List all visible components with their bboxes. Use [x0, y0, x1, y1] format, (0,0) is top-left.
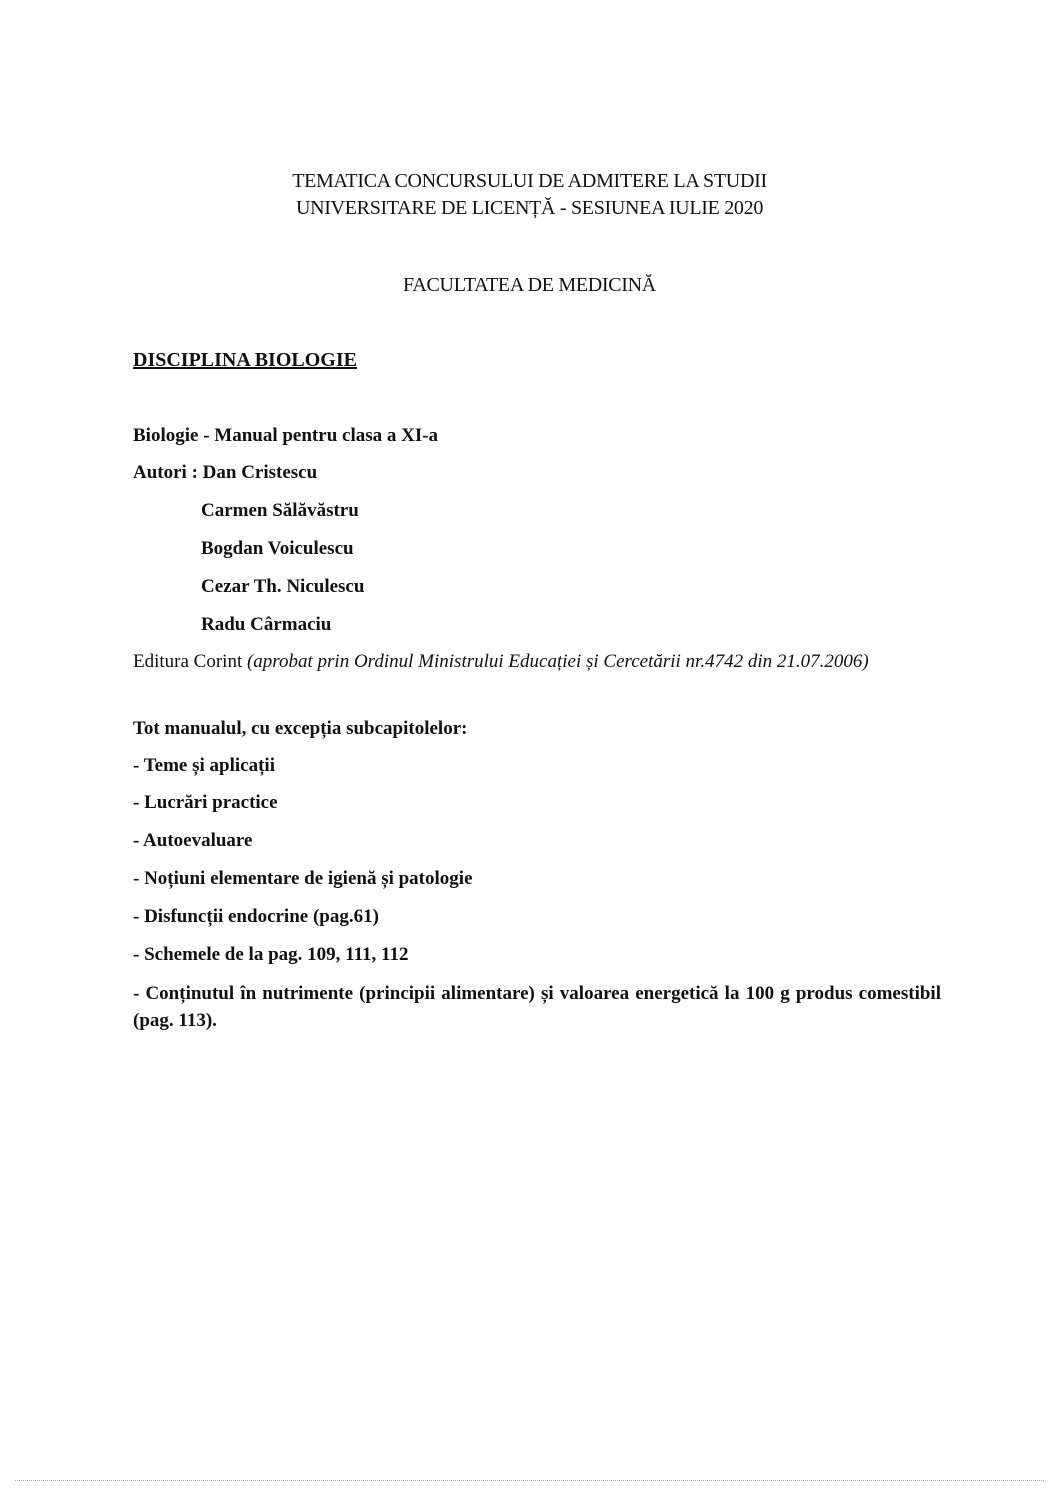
exclusion-item: - Autoevaluare — [133, 830, 253, 851]
scope-intro: Tot manualul, cu excepția subcapitolelor: — [133, 718, 468, 739]
publisher-paragraph — [133, 648, 941, 675]
book-title: Biologie - Manual pentru clasa a XI-a — [133, 425, 439, 446]
exclusion-item: - Teme și aplicații — [133, 755, 275, 776]
author: Radu Cârmaciu — [201, 614, 332, 635]
exclusion-item: - Lucrări practice — [133, 792, 278, 813]
author: Bogdan Voiculescu — [201, 538, 354, 559]
exclusion-item: - Noțiuni elementare de igienă și patologie — [133, 868, 473, 889]
faculty-heading: FACULTATEA DE MEDICINĂ — [403, 274, 656, 296]
exclusion-item: - Schemele de la pag. 109, 111, 112 — [133, 944, 409, 965]
author: Carmen Sălăvăstru — [201, 500, 359, 521]
exclusion-item: - Conținutul în nutrimente (principii alimentare) și valoarea energetică la 100 g produs comestibil (pag. 113). — [133, 983, 941, 1031]
title-line-2: UNIVERSITARE DE LICENȚĂ - SESIUNEA IULIE 2020 — [295, 197, 764, 219]
title-line-1: TEMATICA CONCURSULUI DE ADMITERE LA STUDII — [292, 170, 767, 192]
author: Cezar Th. Niculescu — [201, 576, 365, 597]
discipline-heading: DISCIPLINA BIOLOGIE — [133, 349, 357, 371]
authors-label: Autori : Dan Cristescu — [133, 462, 318, 483]
approval-note: (aprobat prin Ordinul Ministrului Educației și Cercetării nr.4742 din 21.07.2006) — [246, 651, 869, 672]
publisher: Editura Corint — [133, 651, 243, 672]
scan-edge-artifact — [15, 1480, 1044, 1481]
exclusion-item: - Disfuncții endocrine (pag.61) — [133, 906, 379, 927]
